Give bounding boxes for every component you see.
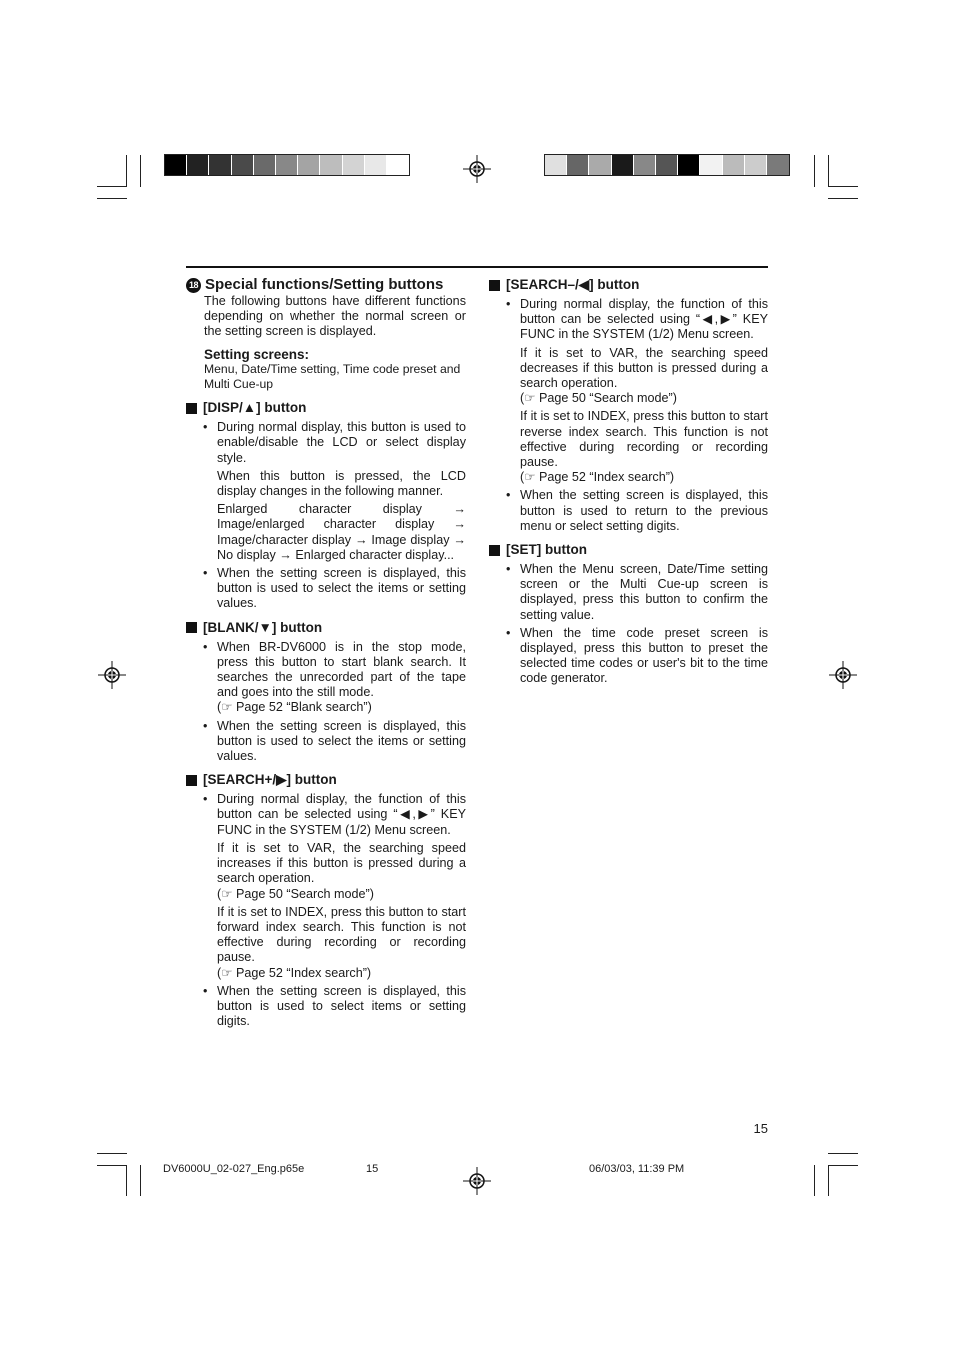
footer-page: 15 [366, 1163, 379, 1175]
color-swatch [589, 155, 611, 175]
list-item [217, 719, 466, 765]
list-item [520, 297, 768, 485]
list-item [520, 562, 768, 623]
section-number-badge: 18 [186, 278, 201, 293]
footer-filename: DV6000U_02-027_Eng.p65e [163, 1163, 305, 1175]
setting-screens-text: Menu, Date/Time setting, Time code preset and Multi Cue-up [204, 361, 461, 392]
set-b1: When the Menu screen, Date/Time setting screen or the Multi Cue-up screen is displayed, press this button to confirm the setting value. [520, 562, 768, 622]
list-item [217, 640, 466, 716]
color-bar-right [544, 154, 790, 176]
section-title [186, 276, 466, 294]
square-bullet-icon [489, 280, 500, 291]
setting-screens-heading: Setting screens: [204, 346, 310, 362]
registration-mark-left-icon [98, 661, 126, 689]
list-item [520, 488, 768, 534]
header-rule [186, 266, 768, 268]
blank-b1-ref: (☞ Page 52 “Blank search”) [217, 700, 372, 715]
search-minus-b1: During normal display, the function of this button can be selected using “◀,▶” KEY FUNC in the SYSTEM (1/2) Menu screen. [520, 297, 768, 342]
disp-b2: When the setting screen is displayed, this button is used to select the items or setting values. [217, 566, 466, 611]
color-swatch [298, 155, 320, 175]
registration-mark-right-icon [829, 661, 857, 689]
search-plus-list [186, 792, 466, 1029]
color-swatch [634, 155, 656, 175]
color-swatch [745, 155, 767, 175]
set-button-heading [489, 542, 768, 558]
color-swatch [723, 155, 745, 175]
registration-mark-bottom-icon [463, 1167, 491, 1195]
color-swatch [232, 155, 254, 175]
color-swatch [276, 155, 298, 175]
search-plus-b1-ref1: (☞ Page 50 “Search mode”) [217, 886, 374, 901]
color-swatch [165, 155, 187, 175]
search-plus-b1-ref2: (☞ Page 52 “Index search”) [217, 965, 372, 980]
square-bullet-icon [186, 403, 197, 414]
search-plus-b2: When the setting screen is displayed, this button is used to select items or setting digits. [217, 983, 466, 1029]
list-item [217, 566, 466, 612]
search-minus-b1-ref2: (☞ Page 52 “Index search”) [520, 470, 675, 485]
search-minus-b1-ref1: (☞ Page 50 “Search mode”) [520, 391, 677, 406]
list-item [217, 984, 466, 1030]
search-plus-b1: During normal display, the function of this button can be selected using “◀,▶” KEY FUNC in the SYSTEM (1/2) Menu screen. [217, 792, 466, 837]
color-swatch [320, 155, 342, 175]
color-swatch [387, 155, 409, 175]
section-intro: The following buttons have different functions depending on whether the normal screen or the setting screen is displayed. [204, 294, 466, 339]
color-swatch [365, 155, 387, 175]
blank-b2: When the setting screen is displayed, this button is used to select the items or setting values. [217, 718, 466, 764]
blank-list [186, 640, 466, 765]
search-minus-b2: When the setting screen is displayed, this button is used to return to the previous menu or select setting digits. [520, 488, 768, 533]
footer-timestamp: 06/03/03, 11:39 PM [589, 1163, 685, 1175]
color-swatch [656, 155, 678, 175]
color-swatch [209, 155, 231, 175]
page-number: 15 [753, 1121, 768, 1136]
disp-button-heading [186, 400, 466, 416]
search-minus-button-heading [489, 277, 768, 293]
color-swatch [612, 155, 634, 175]
registration-mark-top-icon [463, 155, 491, 183]
list-item [520, 626, 768, 687]
search-minus-list [489, 297, 768, 534]
search-plus-b1-p3: If it is set to INDEX, press this button to start forward index search. This function is not effective during recording or recording pause. [217, 904, 466, 965]
search-minus-b1-p3: If it is set to INDEX, press this button to start reverse index search. This function is not effective during recording or recording pause. [520, 409, 768, 470]
color-swatch [343, 155, 365, 175]
search-plus-button-heading [186, 772, 466, 788]
disp-b1-p2: When this button is pressed, the LCD display changes in the following manner. [217, 468, 466, 499]
color-swatch [187, 155, 209, 175]
right-column [489, 276, 768, 690]
disp-b1: During normal display, this button is used to enable/disable the LCD or select display style. [217, 420, 466, 465]
blank-button-heading [186, 620, 466, 636]
blank-button-title: [BLANK/▼] button [203, 619, 323, 635]
set-list [489, 562, 768, 687]
color-swatch [700, 155, 722, 175]
square-bullet-icon [489, 545, 500, 556]
set-button-title: [SET] button [506, 542, 587, 558]
square-bullet-icon [186, 775, 197, 786]
left-column [186, 276, 466, 1032]
search-plus-button-title: [SEARCH+/▶] button [203, 772, 337, 788]
section-title-text: Special functions/Setting buttons [205, 276, 444, 293]
search-minus-b1-p2: If it is set to VAR, the searching speed decreases if this button is pressed during a search operation. [520, 345, 768, 391]
color-swatch [678, 155, 700, 175]
square-bullet-icon [186, 622, 197, 633]
set-b2: When the time code preset screen is displayed, press this button to preset the selected time codes or user's bit to the time code generator. [520, 625, 768, 686]
color-swatch [567, 155, 589, 175]
color-swatch [767, 155, 789, 175]
list-item [217, 792, 466, 980]
color-swatch [545, 155, 567, 175]
disp-b1-p3: Enlarged character display → Image/enlarged character display → Image/character display → Image display → No display → Enlarged character display... [217, 502, 466, 562]
disp-list [186, 420, 466, 611]
list-item [217, 420, 466, 563]
search-minus-button-title: [SEARCH–/◀] button [506, 277, 640, 292]
blank-b1: When BR-DV6000 is in the stop mode, press this button to start blank search. It searches the unrecorded part of the tape and goes into the still mode. [217, 639, 466, 700]
disp-button-title: [DISP/▲] button [203, 400, 307, 416]
color-bar-left [164, 154, 410, 176]
search-plus-b1-p2: If it is set to VAR, the searching speed increases if this button is pressed during a search operation. [217, 840, 466, 886]
color-swatch [254, 155, 276, 175]
